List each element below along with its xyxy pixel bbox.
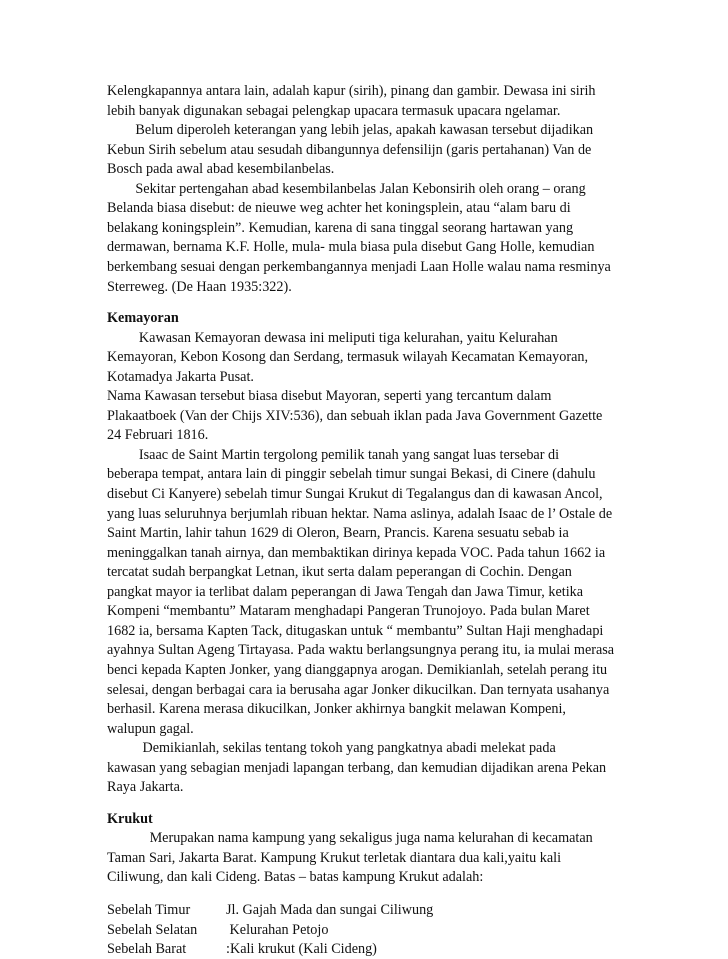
- section-heading-kemayoran: Kemayoran: [107, 310, 179, 327]
- paragraph-line: lebih banyak digunakan sebagai pelengkap upacara termasuk upacara ngelamar.: [107, 102, 561, 119]
- paragraph-line: Taman Sari, Jakarta Barat. Kampung Krukut terletak diantara dua kali,yaitu kali: [107, 849, 562, 866]
- boundary-value: Jl. Gajah Mada dan sungai Ciliwung: [226, 902, 434, 918]
- paragraph-line: 1682 ia, bersama Kapten Tack, ditugaskan untuk “ membantu” Sultan Haji menghadapi: [107, 622, 604, 639]
- section-heading-krukut: Krukut: [107, 810, 153, 827]
- paragraph-line: selesai, dengan berbagai cara ia berusaha agar Jonker dikucilkan. Dan ternyata usahanya: [107, 681, 610, 698]
- boundary-value: :Kali krukut (Kali Cideng): [226, 941, 377, 958]
- paragraph-line: Ciliwung, dan kali Cideng. Batas – batas kampung Krukut adalah:: [107, 869, 484, 886]
- paragraph-line: Kompeni “membantu” Mataram menghadapi Pangeran Trunojoyo. Pada bulan Maret: [107, 603, 590, 620]
- paragraph-line: walupun gagal.: [107, 720, 194, 737]
- paragraph-line: Belum diperoleh keterangan yang lebih jelas, apakah kawasan tersebut dijadikan: [107, 122, 594, 139]
- paragraph-line: Saint Martin, lahir tahun 1629 di Oleron, Bearn, Prancis. Karena sesuatu sebab ia: [107, 525, 569, 542]
- paragraph-line: dermawan, bernama K.F. Holle, mula- mula biasa pula disebut Gang Holle, kemudian: [107, 239, 595, 256]
- paragraph-line: Demikianlah, sekilas tentang tokoh yang pangkatnya abadi melekat pada: [107, 740, 556, 757]
- paragraph-line: pangkat mayor ia terlibat dalam peperangan di Jawa Tengah dan Jawa Timur, ketika: [107, 583, 584, 600]
- paragraph-line: disebut Ci Kanyere) sebelah timur Sungai Krukut di Tegalangus dan di kawasan Ancol,: [107, 486, 603, 502]
- paragraph-line: Kelengkapannya antara lain, adalah kapur (sirih), pinang dan gambir. Dewasa ini sirih: [107, 83, 596, 99]
- paragraph-line: Kemayoran, Kebon Kosong dan Serdang, termasuk wilayah Kecamatan Kemayoran,: [107, 349, 589, 366]
- paragraph-line: Belanda biasa disebut: de nieuwe weg achter het koningsplein, atau “alam baru di: [107, 200, 571, 217]
- paragraph-line: yang luas seluruhnya berjumlah ribuan hektar. Nama aslinya, adalah Isaac de l’ Ostale de: [107, 505, 613, 522]
- paragraph-line: Isaac de Saint Martin tergolong pemilik tanah yang sangat luas tersebar di: [107, 446, 560, 463]
- paragraph-line: Bosch pada awal abad kesembilanbelas.: [107, 161, 335, 178]
- paragraph-line: belakang koningsplein”. Kemudian, karena di sana tinggal seorang hartawan yang: [107, 219, 574, 236]
- boundary-side-label: Sebelah Selatan: [107, 921, 198, 938]
- paragraph-line: Kebun Sirih sebelum atau sesudah dibangunnya defensilijn (garis pertahanan) Van de: [107, 141, 592, 158]
- paragraph-line: benci kepada Kapten Jonker, yang dianggapnya arogan. Demikianlah, setelah perang itu: [107, 661, 608, 678]
- paragraph-line: beberapa tempat, antara lain di pinggir sebelah timur sungai Bekasi, di Cinere (dahulu: [107, 466, 596, 483]
- paragraph-line: Merupakan nama kampung yang sekaligus juga nama kelurahan di kecamatan: [107, 830, 593, 847]
- paragraph-line: berhasil. Karena merasa dikucilkan, Jonker akhirnya bangkit melawan Kompeni,: [107, 701, 566, 718]
- boundary-side-label: Sebelah Timur: [107, 902, 191, 918]
- paragraph-line: Sterreweg. (De Haan 1935:322).: [107, 278, 292, 295]
- boundary-value: Kelurahan Petojo: [226, 921, 329, 938]
- paragraph-line: ayahnya Sultan Ageng Tirtayasa. Pada waktu berlangsungnya perang itu, ia mulai merasa: [107, 642, 615, 659]
- paragraph-line: tercatat sudah berpangkat Letnan, ikut serta dalam peperangan di Cochin. Dengan: [107, 564, 572, 581]
- paragraph-line: 24 Februari 1816.: [107, 427, 209, 444]
- paragraph-line: Sekitar pertengahan abad kesembilanbelas Jalan Kebonsirih oleh orang – orang: [107, 180, 586, 197]
- paragraph-line: meninggalkan tanah airnya, dan membaktikan dirinya kepada VOC. Pada tahun 1662 ia: [107, 544, 606, 561]
- paragraph-line: Raya Jakarta.: [107, 779, 184, 796]
- paragraph-line: Kotamadya Jakarta Pusat.: [107, 368, 254, 385]
- paragraph-line: Nama Kawasan tersebut biasa disebut Mayoran, seperti yang tercantum dalam: [107, 388, 552, 405]
- paragraph-line: Kawasan Kemayoran dewasa ini meliputi tiga kelurahan, yaitu Kelurahan: [107, 329, 558, 346]
- paragraph-line: kawasan yang sebagian menjadi lapangan terbang, dan kemudian dijadikan arena Pekan: [107, 759, 607, 776]
- boundary-side-label: Sebelah Barat: [107, 941, 187, 958]
- paragraph-line: berkembang sesuai dengan perkembangannya menjadi Laan Holle walau nama resminya: [107, 258, 611, 275]
- paragraph-line: Plakaatboek (Van der Chijs XIV:536), dan sebuah iklan pada Java Government Gazette: [107, 407, 603, 424]
